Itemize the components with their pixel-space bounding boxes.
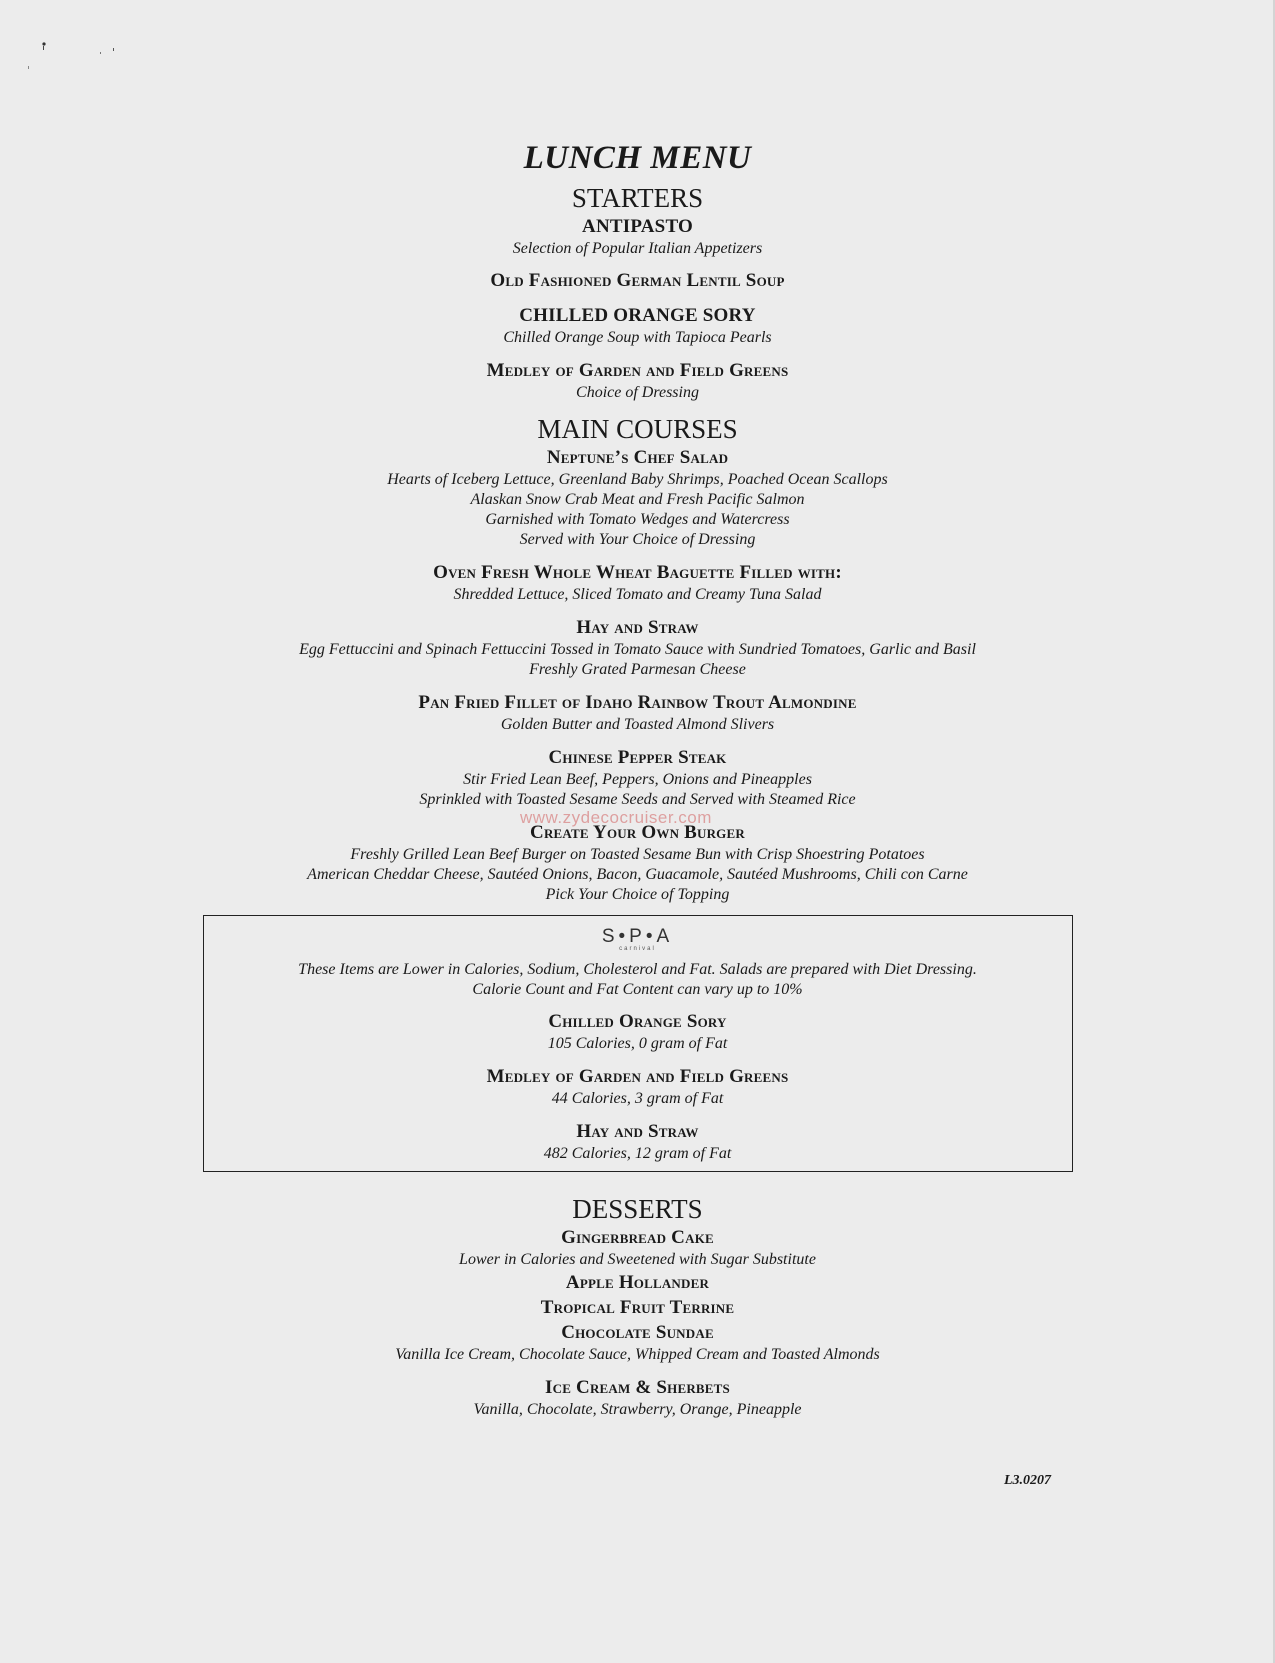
scan-specks [20,38,130,78]
spa-note-line: Calorie Count and Fat Content can vary up to 10% [472,981,803,998]
item-desc: 482 Calories, 12 gram of Fat [543,1145,732,1162]
item-name: Chinese Pepper Steak [548,747,727,768]
item-name: Chilled Orange Sory [548,1011,727,1032]
item-name: Medley of Garden and Field Greens [486,1066,789,1087]
menu-content [0,140,1275,1431]
item-desc: Freshly Grilled Lean Beef Burger on Toasted Sesame Bun with Crisp Shoestring Potatoes [350,846,925,863]
menu-item [0,359,1275,403]
item-desc: Hearts of Iceberg Lettuce, Greenland Baby Shrimps, Poached Ocean Scallops [387,471,888,488]
item-name: ANTIPASTO [582,216,693,237]
spa-logo-sub: carnival [619,946,656,952]
item-desc: Shredded Lettuce, Sliced Tomato and Creamy Tuna Salad [453,586,822,603]
menu-title: LUNCH MENU [523,140,752,176]
item-name: Gingerbread Cake [561,1227,714,1248]
item-desc: 105 Calories, 0 gram of Fat [547,1035,728,1052]
spa-item [204,1065,1072,1109]
item-desc: 44 Calories, 3 gram of Fat [551,1090,724,1107]
starters-section [0,183,1275,403]
menu-item [0,1271,1275,1295]
menu-item [0,269,1275,293]
item-desc: Golden Butter and Toasted Almond Slivers [500,716,775,733]
item-name: Ice Cream & Sherbets [545,1377,730,1398]
item-name: Hay and Straw [576,1121,699,1142]
item-name: Oven Fresh Whole Wheat Baguette Filled with: [433,562,842,583]
item-name: Create Your Own Burger [530,822,745,843]
spa-menu-box [203,915,1073,1172]
spa-note [204,960,1072,1000]
item-desc: Alaskan Snow Crab Meat and Fresh Pacific Salmon [470,491,805,508]
spa-item [204,1010,1072,1054]
item-desc: American Cheddar Cheese, Sautéed Onions, Bacon, Guacamole, Sautéed Mushrooms, Chili con Carne [307,866,968,883]
item-desc: Egg Fettuccini and Spinach Fettuccini Tossed in Tomato Sauce with Sundried Tomatoes, Garlic and Basil [299,641,976,658]
menu-item [0,1226,1275,1270]
watermark: www.zydecocruiser.com [520,808,712,827]
menu-item [0,561,1275,605]
menu-item [0,746,1275,810]
item-desc: Freshly Grated Parmesan Cheese [529,661,746,678]
menu-item [0,1296,1275,1320]
item-name: Neptune’s Chef Salad [546,447,729,468]
spa-note-line: These Items are Lower in Calories, Sodium, Cholesterol and Fat. Salads are prepared with Diet Dressing. [298,961,977,978]
item-desc: Stir Fried Lean Beef, Peppers, Onions and Pineapples [463,771,812,788]
menu-item [0,691,1275,735]
menu-item [0,616,1275,680]
desserts-heading: DESSERTS [572,1194,703,1224]
main-courses-heading: MAIN COURSES [537,414,738,444]
item-desc: Pick Your Choice of Topping [545,886,730,903]
item-desc: Lower in Calories and Sweetened with Sugar Substitute [459,1251,816,1268]
menu-item [0,1321,1275,1365]
menu-item [0,1376,1275,1420]
item-name: Tropical Fruit Terrine [540,1297,735,1318]
starters-heading: STARTERS [571,183,704,213]
spa-item [204,1120,1072,1164]
item-name: Pan Fried Fillet of Idaho Rainbow Trout Almondine [418,692,857,713]
desserts-section [0,1194,1275,1420]
menu-item [0,215,1275,259]
item-desc: Served with Your Choice of Dressing [519,531,756,548]
item-desc: Sprinkled with Toasted Sesame Seeds and Served with Steamed Rice [419,791,856,808]
spa-logo: S•P•A [601,926,674,947]
item-desc: Selection of Popular Italian Appetizers [512,240,763,257]
menu-item [0,446,1275,550]
menu-item [0,304,1275,348]
item-desc: Choice of Dressing [576,384,699,401]
main-courses-section [0,414,1275,905]
item-name: CHILLED ORANGE SORY [519,305,756,326]
item-name: Hay and Straw [576,617,699,638]
item-desc: Vanilla Ice Cream, Chocolate Sauce, Whipped Cream and Toasted Almonds [395,1346,880,1363]
menu-item [0,821,1275,905]
item-desc: Garnished with Tomato Wedges and Watercress [485,511,790,528]
menu-code: L3.0207 [1004,1473,1052,1488]
item-desc: Chilled Orange Soup with Tapioca Pearls [503,329,772,346]
item-name: Medley of Garden and Field Greens [486,360,789,381]
item-name: Chocolate Sundae [561,1322,714,1343]
item-name: Apple Hollander [565,1272,710,1293]
item-name: Old Fashioned German Lentil Soup [490,270,785,291]
item-desc: Vanilla, Chocolate, Strawberry, Orange, Pineapple [473,1401,802,1418]
